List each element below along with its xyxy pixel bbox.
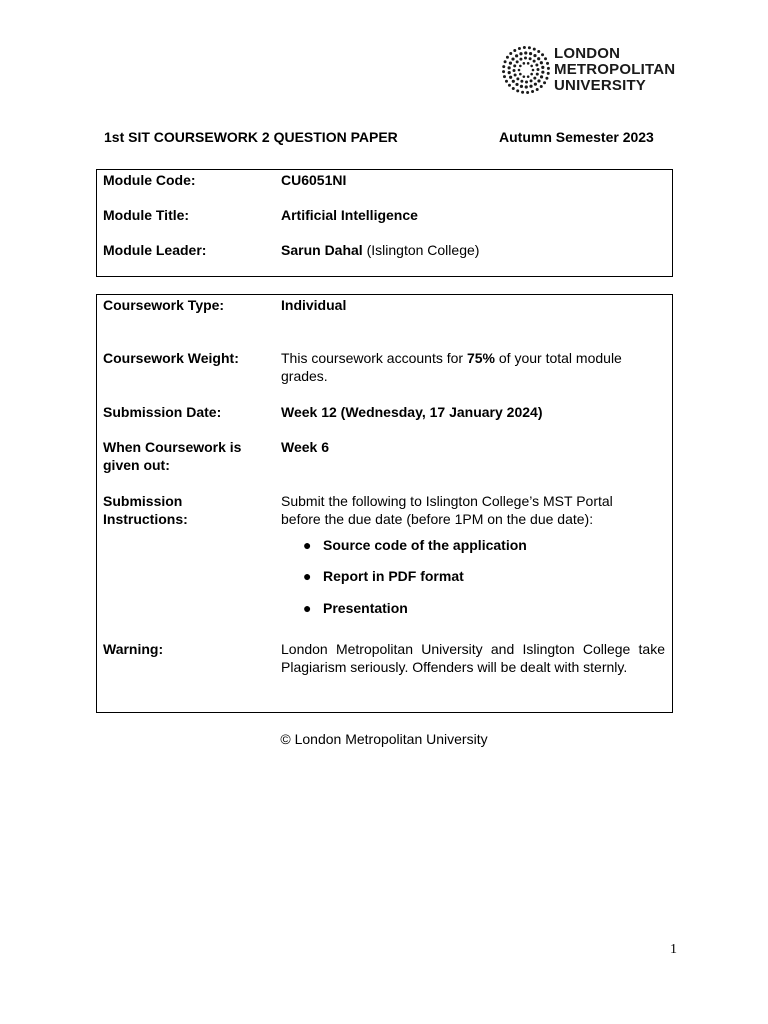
given-out-label: [103, 438, 241, 474]
module-code-value: CU6051NI: [281, 172, 347, 188]
given-out-label-line1: When Coursework is: [103, 439, 242, 455]
semester-label: Autumn Semester 2023: [499, 129, 654, 145]
module-info-box: [96, 169, 673, 277]
list-item-text: Source code of the application: [323, 537, 527, 553]
module-leader-org: (Islington College): [362, 242, 480, 258]
weight-text-line2: grades.: [281, 368, 328, 384]
logo-line-2: METROPOLITAN: [554, 61, 676, 78]
module-leader-value: [281, 241, 479, 259]
coursework-weight-label: Coursework Weight:: [103, 350, 239, 366]
given-out-label-line2: given out:: [103, 457, 170, 473]
weight-text-post: of your total module: [495, 350, 622, 366]
bullet-icon: ●: [303, 537, 312, 553]
coursework-type-label: Coursework Type:: [103, 297, 225, 313]
list-item: [303, 599, 408, 617]
instructions-label-line1: Submission: [103, 493, 183, 509]
list-item: [303, 536, 527, 554]
logo-line-1: LONDON: [554, 45, 621, 62]
coursework-weight-value: [281, 349, 622, 385]
logo-line-3: UNIVERSITY: [554, 77, 647, 94]
submission-date-label: Submission Date:: [103, 404, 222, 420]
page-number: 1: [670, 942, 677, 957]
weight-percentage: 75%: [466, 350, 495, 366]
copyright-notice: © London Metropolitan University: [280, 731, 488, 747]
given-out-value: Week 6: [281, 439, 329, 455]
instructions-line1: Submit the following to Islington College’s MST Portal: [281, 493, 613, 509]
list-item: [303, 567, 464, 585]
paper-title: 1st SIT COURSEWORK 2 QUESTION PAPER: [104, 129, 398, 145]
submission-instructions-text: [281, 492, 613, 528]
module-leader-label: Module Leader:: [103, 242, 207, 258]
weight-text-pre: This coursework accounts for: [281, 350, 467, 366]
warning-label: Warning:: [103, 641, 164, 657]
instructions-line2: before the due date (before 1PM on the due date):: [281, 511, 594, 527]
coursework-type-value: Individual: [281, 297, 347, 313]
warning-text: London Metropolitan University and Islington College take Plagiarism seriously. Offenders will be dealt with sternly.: [281, 641, 665, 675]
logo-wordmark: [554, 46, 675, 94]
instructions-label-line2: Instructions:: [103, 511, 188, 527]
module-leader-name: Sarun Dahal: [281, 242, 363, 258]
module-title-value: Artificial Intelligence: [281, 207, 418, 223]
university-logo: [500, 44, 700, 100]
module-code-label: Module Code:: [103, 172, 196, 188]
list-item-text: Report in PDF format: [323, 568, 464, 584]
bullet-icon: ●: [303, 600, 312, 616]
module-title-label: Module Title:: [103, 207, 190, 223]
starburst-dots-logo-icon: [500, 44, 552, 96]
coursework-info-box: [96, 294, 673, 713]
submission-instructions-label: [103, 492, 188, 528]
submission-date-value: Week 12 (Wednesday, 17 January 2024): [281, 404, 543, 420]
bullet-icon: ●: [303, 568, 312, 584]
list-item-text: Presentation: [323, 600, 408, 616]
